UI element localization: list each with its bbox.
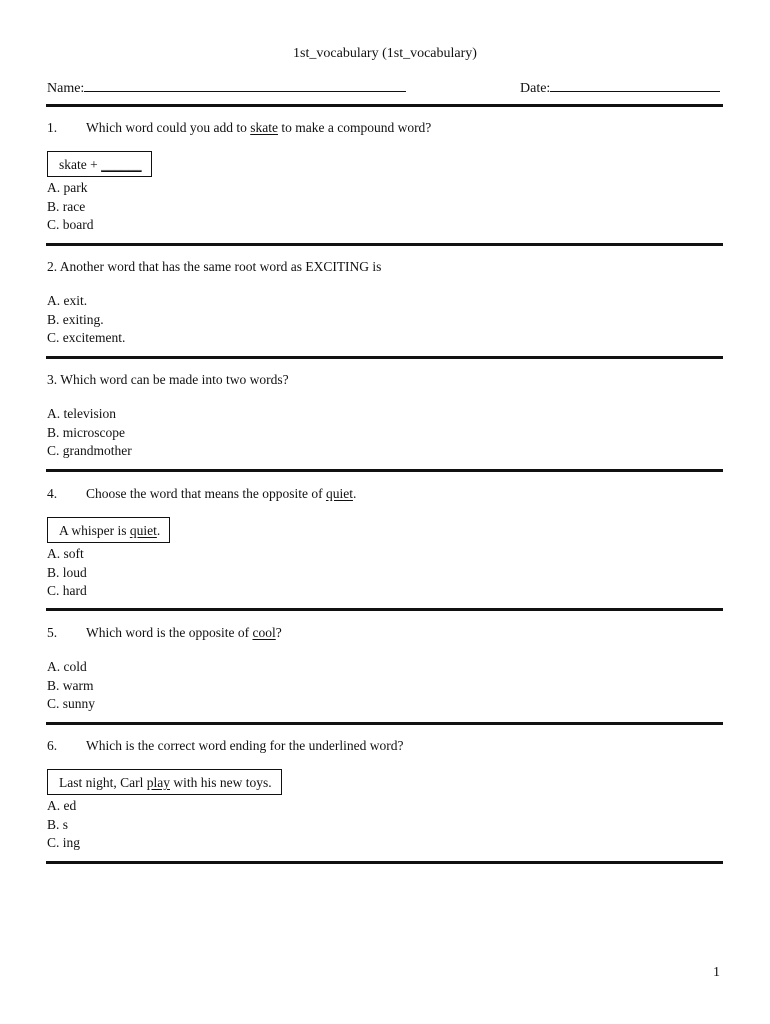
answer-option: C. ing bbox=[47, 835, 81, 850]
answer-option: C. board bbox=[47, 217, 94, 232]
underlined-word: play bbox=[146, 775, 170, 790]
divider bbox=[46, 722, 723, 725]
question-5 bbox=[47, 624, 727, 714]
question-1 bbox=[47, 119, 727, 235]
question-prompt: 2. Another word that has the same root word as EXCITING is bbox=[47, 259, 382, 274]
question-number: 6. bbox=[47, 738, 58, 753]
answer-option: B. s bbox=[47, 816, 69, 832]
page-number: 1 bbox=[713, 965, 720, 980]
prompt-text: to make a compound word? bbox=[277, 120, 432, 135]
question-prompt bbox=[47, 485, 727, 503]
question-prompt bbox=[47, 119, 727, 137]
example-box bbox=[47, 517, 170, 543]
divider bbox=[46, 356, 723, 359]
answer-option: B. microscope bbox=[47, 424, 125, 440]
date-blank[interactable] bbox=[550, 76, 720, 92]
underlined-word: quiet bbox=[129, 523, 157, 538]
box-text: A whisper is bbox=[59, 523, 130, 538]
prompt-text: Choose the word that means the opposite of bbox=[86, 486, 326, 501]
example-box bbox=[47, 769, 282, 795]
name-field bbox=[47, 76, 406, 97]
answer-option: C. excitement. bbox=[47, 330, 126, 345]
answer-option: B. exiting. bbox=[47, 311, 104, 327]
question-number: 5. bbox=[47, 625, 58, 640]
question-6 bbox=[47, 737, 727, 853]
name-label: Name: bbox=[47, 81, 85, 96]
box-text: . bbox=[156, 523, 161, 538]
answer-option: C. sunny bbox=[47, 696, 96, 711]
answer-option: B. race bbox=[47, 198, 86, 214]
underlined-word: cool bbox=[252, 625, 276, 640]
question-prompt bbox=[47, 737, 727, 755]
box-text: skate + bbox=[59, 157, 102, 172]
answer-options bbox=[47, 179, 727, 235]
divider bbox=[46, 861, 723, 864]
answer-options bbox=[47, 545, 727, 601]
answer-option: A. park bbox=[47, 180, 88, 195]
date-label: Date: bbox=[520, 81, 551, 96]
divider bbox=[46, 469, 723, 472]
underlined-word: quiet bbox=[325, 486, 353, 501]
name-blank[interactable] bbox=[84, 76, 406, 92]
question-prompt bbox=[47, 624, 727, 642]
answer-option: B. warm bbox=[47, 677, 94, 693]
question-4 bbox=[47, 485, 727, 601]
answer-option: A. soft bbox=[47, 546, 84, 561]
answer-options bbox=[47, 797, 727, 853]
question-3 bbox=[47, 371, 727, 461]
prompt-text: Which word is the opposite of bbox=[86, 625, 253, 640]
answer-option: C. grandmother bbox=[47, 443, 132, 458]
prompt-text: . bbox=[352, 486, 357, 501]
box-text: with his new toys. bbox=[170, 775, 272, 790]
underlined-word: skate bbox=[250, 120, 278, 135]
answer-option: B. loud bbox=[47, 564, 87, 580]
page-title: 1st_vocabulary (1st_vocabulary) bbox=[293, 46, 477, 61]
underlined-word: ______ bbox=[101, 157, 142, 172]
divider bbox=[46, 608, 723, 611]
question-2 bbox=[47, 258, 727, 348]
question-prompt: 3. Which word can be made into two words? bbox=[47, 372, 289, 387]
answer-option: A. cold bbox=[47, 659, 87, 674]
answer-option: A. exit. bbox=[47, 293, 88, 308]
answer-option: A. television bbox=[47, 406, 116, 421]
date-field bbox=[520, 76, 720, 97]
answer-option: A. ed bbox=[47, 798, 77, 813]
answer-options bbox=[47, 405, 727, 461]
answer-option: C. hard bbox=[47, 583, 87, 598]
prompt-text: ? bbox=[275, 625, 282, 640]
prompt-text: Which is the correct word ending for the underlined word? bbox=[86, 738, 404, 753]
answer-options bbox=[47, 292, 727, 348]
question-number: 4. bbox=[47, 486, 58, 501]
question-number: 1. bbox=[47, 120, 58, 135]
divider bbox=[46, 243, 723, 246]
prompt-text: Which word could you add to bbox=[86, 120, 251, 135]
answer-options bbox=[47, 658, 727, 714]
divider bbox=[46, 104, 723, 107]
example-box bbox=[47, 151, 152, 177]
box-text: Last night, Carl bbox=[59, 775, 147, 790]
